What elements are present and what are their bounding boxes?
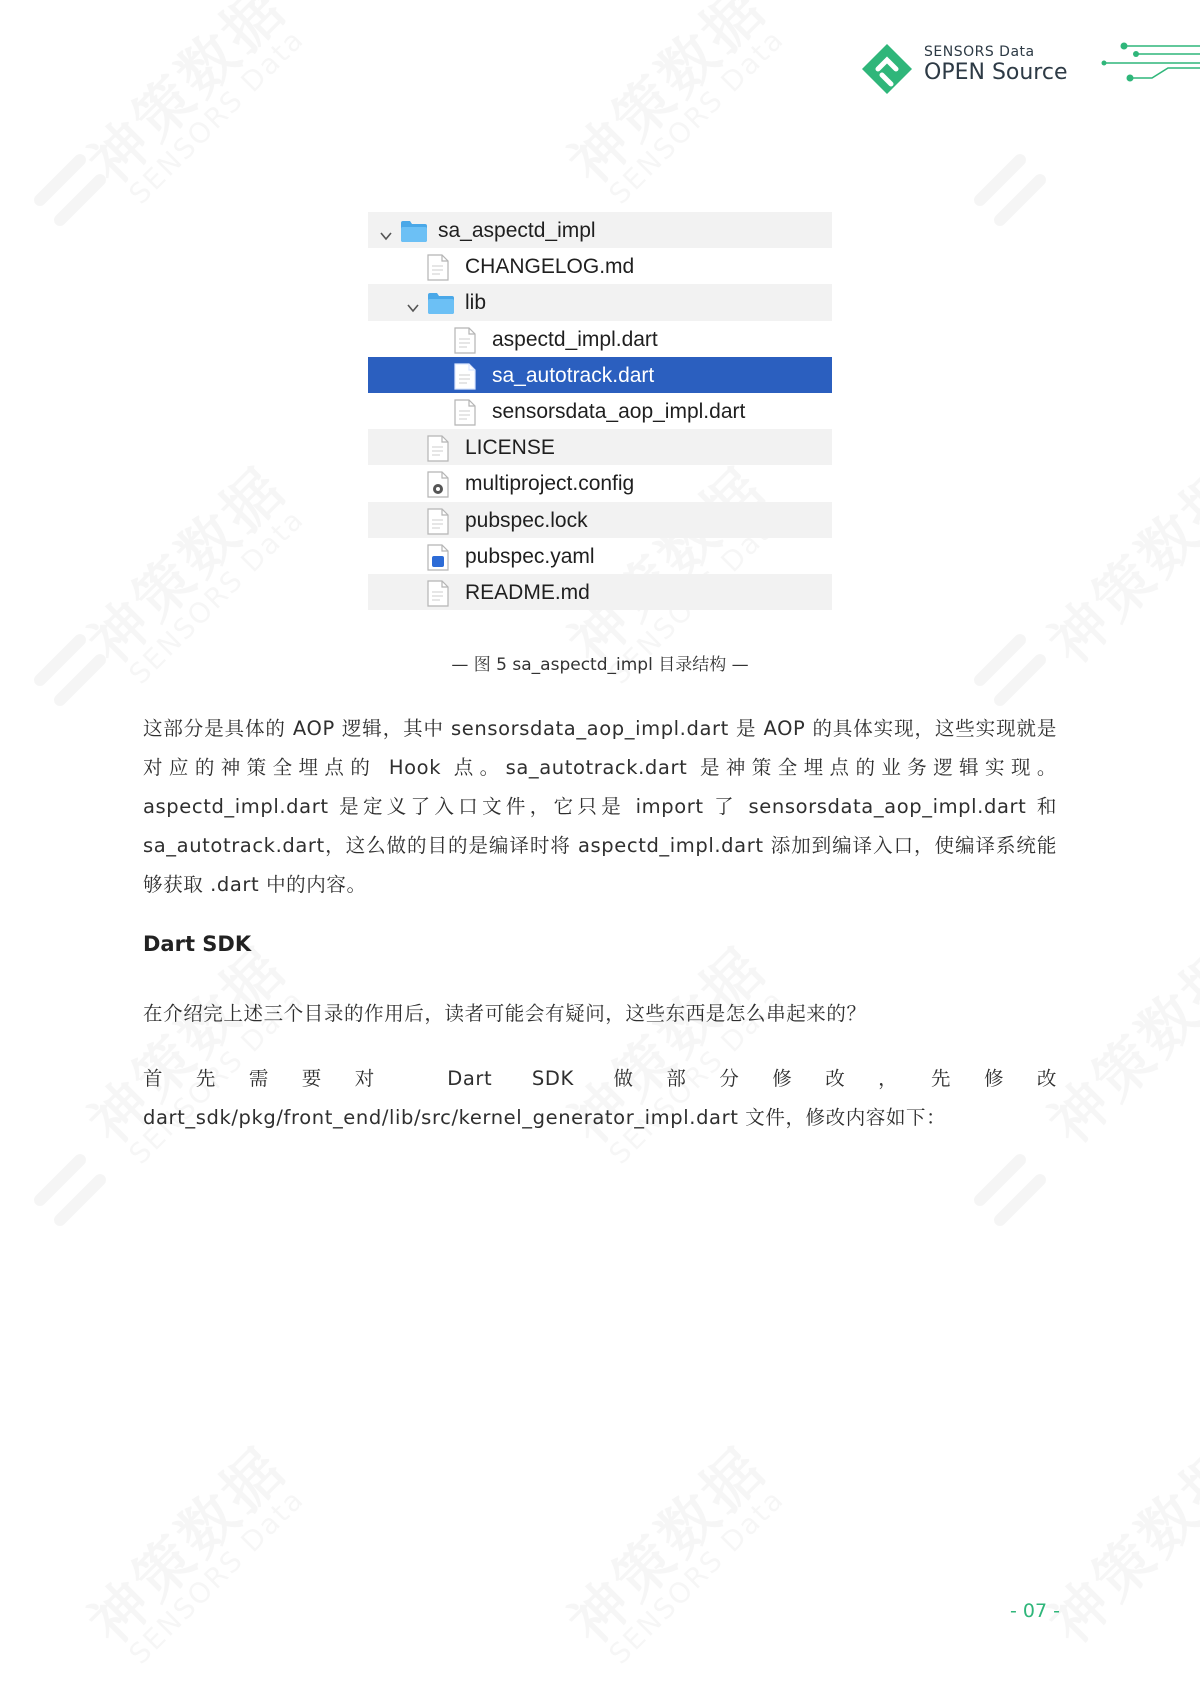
tree-row-label: CHANGELOG.md: [465, 255, 635, 279]
file-icon: [454, 327, 476, 360]
tree-row-label: sa_autotrack.dart: [492, 363, 655, 387]
chevron-down-icon[interactable]: [407, 296, 419, 308]
file-icon: [427, 254, 449, 287]
watermark-text: [1027, 445, 1200, 680]
tree-row[interactable]: [368, 574, 832, 610]
tree-row-label: aspectd_impl.dart: [492, 327, 658, 351]
file-icon: [427, 580, 449, 613]
watermark-text: [122, 22, 310, 210]
watermark-mark-icon: [20, 1140, 120, 1240]
tree-row-label: pubspec.yaml: [465, 544, 595, 568]
logo-big-part-b: Source: [991, 60, 1068, 85]
tree-row-label: sensorsdata_aop_impl.dart: [492, 399, 746, 423]
watermark-text: [547, 1425, 782, 1660]
circuit-decoration-icon: [1100, 40, 1200, 90]
paragraph-modify-sdk: 首先需要对 Dart SDK 做部分修改，先修改 dart_sdk/pkg/front_end/lib/src/kernel_generator_impl.dart 文件，修改内容如下：: [143, 1067, 1057, 1129]
logo-small-text: SENSORS Data: [924, 44, 1035, 60]
tree-row[interactable]: [368, 248, 832, 284]
config-file-icon: [427, 471, 449, 504]
folder-icon: [400, 219, 428, 249]
file-icon: [427, 435, 449, 468]
watermark-text: [602, 1482, 790, 1670]
chevron-down-icon[interactable]: [380, 224, 392, 236]
tree-row[interactable]: [368, 502, 832, 538]
tree-row[interactable]: [368, 357, 832, 393]
tree-row-label: lib: [465, 291, 487, 315]
tree-row-label: LICENSE: [465, 436, 555, 460]
figure-caption: — 图 5 sa_aspectd_impl 目录结构 —: [451, 655, 749, 675]
tree-row[interactable]: [368, 538, 832, 574]
file-icon: [427, 508, 449, 541]
paragraph-aop-logic: 这部分是具体的 AOP 逻辑，其中 sensorsdata_aop_impl.dart 是 AOP 的具体实现，这些实现就是对应的神策全埋点的 Hook 点。sa_autotrack.dart 是神策全埋点的业务逻辑实现。aspectd_impl.dart 是定义了入口文件，它只是 import 了 sensorsdata_aop_impl.dart 和 sa_autotrack.dart，这么做的目的是编译时将 aspectd_impl.dart 添加到编译入口，使编译系统能够获取 .dart 中的内容。: [143, 717, 1057, 896]
tree-row-label: sa_aspectd_impl: [438, 219, 596, 242]
section-heading-dart-sdk: Dart SDK: [143, 932, 252, 956]
watermark-mark-icon: [960, 1140, 1060, 1240]
watermark-text: [547, 0, 782, 199]
tree-row[interactable]: [368, 321, 832, 357]
file-icon: [454, 399, 476, 432]
watermark-mark-icon: [20, 140, 120, 240]
tree-row[interactable]: [368, 393, 832, 429]
page-number: - 07 -: [1010, 1600, 1060, 1622]
paragraph-question: 在介绍完上述三个目录的作用后，读者可能会有疑问，这些东西是怎么串起来的？: [143, 1002, 867, 1025]
sensors-open-source-logo: [860, 40, 1200, 100]
tree-row-label: pubspec.lock: [465, 508, 588, 532]
file-icon: [454, 363, 476, 396]
yaml-file-icon: [427, 544, 449, 577]
tree-row-label: README.md: [465, 580, 590, 604]
watermark-text: [602, 22, 790, 210]
tree-row[interactable]: [368, 465, 832, 501]
watermark-text: [67, 445, 302, 680]
file-tree: [368, 212, 832, 610]
sensors-logo-icon: [860, 42, 914, 96]
tree-row[interactable]: [368, 284, 832, 320]
logo-big-text: [924, 60, 1068, 85]
watermark-text: [122, 1482, 310, 1670]
tree-row[interactable]: [368, 429, 832, 465]
watermark-text: [67, 0, 302, 199]
tree-row[interactable]: [368, 212, 832, 248]
logo-big-part-a: OPEN: [924, 60, 992, 85]
watermark-text: [67, 1425, 302, 1660]
folder-icon: [427, 291, 455, 321]
watermark-mark-icon: [960, 140, 1060, 240]
tree-row-label: multiproject.config: [465, 472, 635, 496]
watermark-text: [1027, 1425, 1200, 1660]
